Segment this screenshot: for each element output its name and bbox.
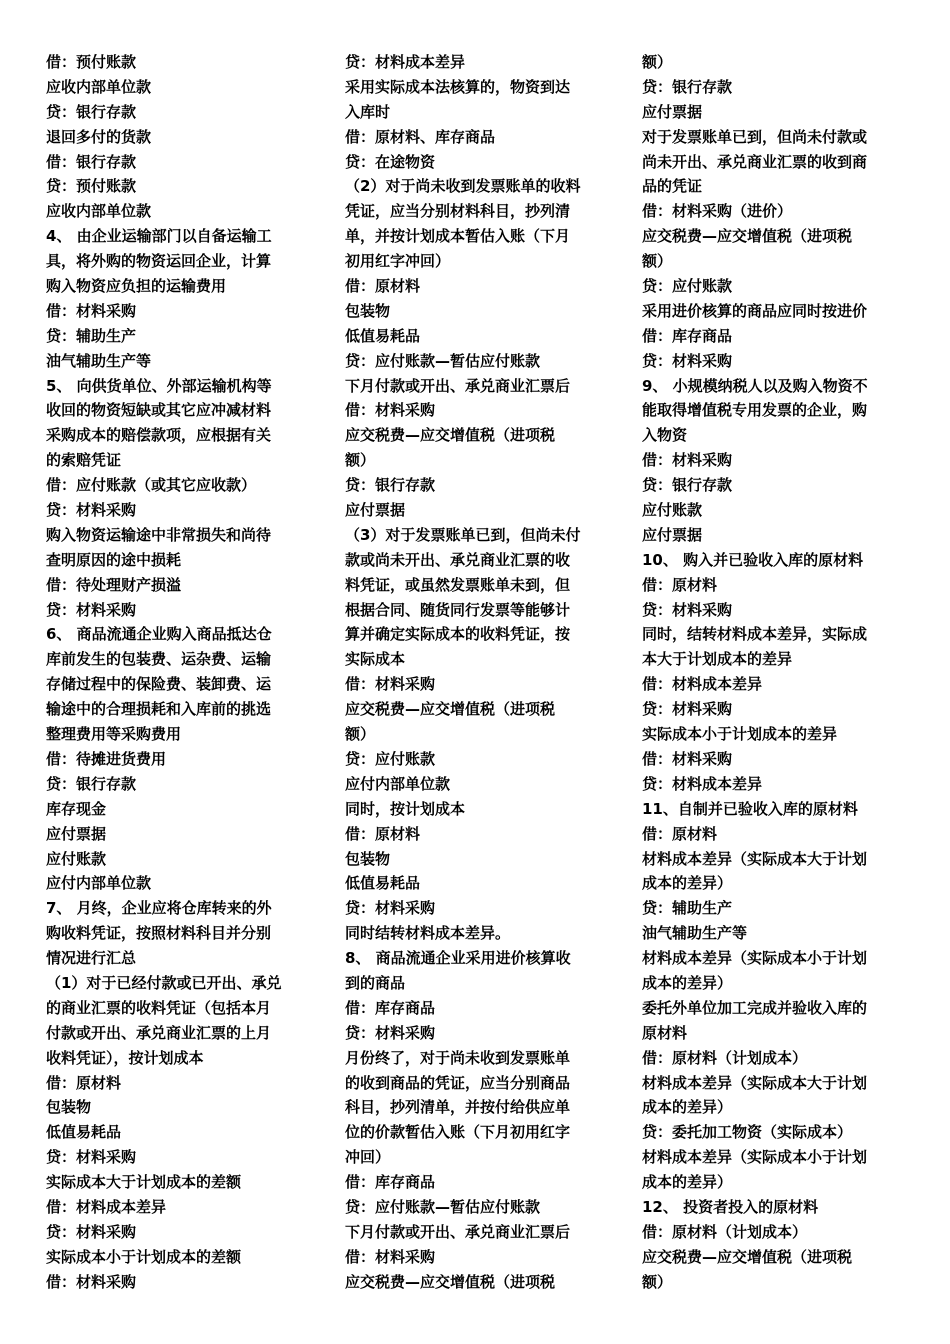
text-line: 5、 向供货单位、外部运输机构等 — [46, 376, 272, 395]
text-line: 借：材料采购 — [642, 451, 733, 470]
text-line: 贷：银行存款 — [642, 476, 733, 495]
text-line: 借：库存商品 — [345, 1173, 436, 1192]
text-line: 初用红字冲回） — [345, 252, 451, 271]
text-line: 借：材料采购 — [642, 749, 733, 768]
text-line: 贷：材料采购 — [345, 899, 436, 918]
text-column-2 — [345, 50, 617, 1295]
text-line: 应付账款 — [46, 849, 107, 868]
text-line: 入物资 — [642, 426, 688, 445]
text-line: 贷：材料采购 — [46, 501, 137, 520]
text-line: 贷：银行存款 — [642, 77, 733, 96]
text-line: 借：银行存款 — [46, 152, 137, 171]
text-line: 贷：材料采购 — [46, 600, 137, 619]
text-line: （3）对于发票账单已到，但尚未付 — [345, 525, 581, 544]
text-line: 贷：辅助生产 — [642, 899, 733, 918]
text-line: 包装物 — [46, 1098, 92, 1117]
text-line: 退回多付的货款 — [46, 127, 152, 146]
text-line: 材料成本差异（实际成本小于计划 — [642, 949, 868, 968]
text-line: 应付票据 — [46, 824, 107, 843]
text-line: 算并确定实际成本的收料凭证，按 — [345, 625, 571, 644]
text-line: 实际成本小于计划成本的差额 — [46, 1247, 242, 1266]
text-line: 借：原材料（计划成本） — [642, 1048, 808, 1067]
text-line: 应交税费—应交增值税（进项税 — [345, 1272, 556, 1291]
text-line: 额） — [345, 451, 376, 470]
text-line: 贷：在途物资 — [345, 152, 436, 171]
text-line: 借：原材料 — [642, 824, 718, 843]
text-line: 下月付款或开出、承兑商业汇票后 — [345, 376, 571, 395]
text-line: 低值易耗品 — [345, 874, 421, 893]
text-line: 的索赔凭证 — [46, 451, 122, 470]
text-line: 应交税费—应交增值税（进项税 — [345, 700, 556, 719]
text-line: 借：原材料（计划成本） — [642, 1222, 808, 1241]
text-line: 低值易耗品 — [345, 326, 421, 345]
text-line: 贷：材料采购 — [642, 700, 733, 719]
text-line: 整理费用等采购费用 — [46, 725, 182, 744]
text-line: 借：库存商品 — [642, 326, 733, 345]
text-line: 根据合同、随货同行发票等能够计 — [345, 600, 571, 619]
text-line: 对于发票账单已到，但尚未付款或 — [642, 127, 868, 146]
text-line: 借：原材料 — [345, 824, 421, 843]
text-line: 额） — [345, 725, 376, 744]
text-line: 查明原因的途中损耗 — [46, 550, 182, 569]
text-column-3 — [642, 50, 914, 1295]
text-line: 成本的差异） — [642, 1098, 733, 1117]
text-line: 借：原材料 — [345, 277, 421, 296]
text-line: 借：材料采购 — [46, 1272, 137, 1291]
text-line: 贷：辅助生产 — [46, 326, 137, 345]
text-line: 成本的差异） — [642, 874, 733, 893]
text-line: 应交税费—应交增值税（进项税 — [642, 1247, 853, 1266]
text-line: 借：预付账款 — [46, 53, 137, 71]
text-line: 贷：应付账款—暂估应付账款 — [345, 1197, 541, 1216]
text-line: 11、自制并已验收入库的原材料 — [642, 799, 858, 818]
text-line: 实际成本 — [345, 650, 406, 669]
text-line: （2）对于尚未收到发票账单的收料 — [345, 177, 581, 196]
text-line: 借：材料采购 — [46, 301, 137, 320]
text-line: 贷：材料成本差异 — [642, 774, 763, 793]
text-line: 贷：材料成本差异 — [345, 53, 466, 71]
text-line: 采用实际成本法核算的，物资到达 — [345, 77, 571, 96]
text-line: 10、 购入并已验收入库的原材料 — [642, 550, 864, 569]
text-line: 借：原材料、库存商品 — [345, 127, 496, 146]
text-line: 委托外单位加工完成并验收入库的 — [642, 998, 868, 1017]
text-line: 贷：应付账款 — [642, 277, 733, 296]
text-line: 采用进价核算的商品应同时按进价 — [642, 301, 868, 320]
text-line: 存储过程中的保险费、装卸费、运 — [46, 675, 272, 694]
text-line: 7、 月终，企业应将仓库转来的外 — [46, 899, 272, 918]
text-line: 借：原材料 — [46, 1073, 122, 1092]
text-line: 12、 投资者投入的原材料 — [642, 1197, 819, 1216]
text-line: 成本的差异） — [642, 973, 733, 992]
text-line: 借：材料采购 — [345, 401, 436, 420]
text-line: 贷：银行存款 — [46, 774, 137, 793]
text-line: 应收内部单位款 — [46, 77, 152, 96]
text-line: 采购成本的赔偿款项，应根据有关 — [46, 426, 272, 445]
text-line: 单，并按计划成本暂估入账（下月 — [345, 227, 571, 246]
text-line: 包装物 — [345, 849, 391, 868]
text-line: 成本的差异） — [642, 1173, 733, 1192]
text-line: 应付票据 — [642, 102, 703, 121]
text-line: 购入物资运输途中非常损失和尚待 — [46, 525, 272, 544]
text-line: 借：材料成本差异 — [46, 1197, 167, 1216]
text-line: 应付账款 — [642, 501, 703, 520]
text-line: 应付内部单位款 — [46, 874, 152, 893]
text-line: 贷：应付账款 — [345, 749, 436, 768]
text-line: 下月付款或开出、承兑商业汇票后 — [345, 1222, 571, 1241]
text-line: 6、 商品流通企业购入商品抵达仓 — [46, 625, 272, 644]
text-line: 贷：材料采购 — [46, 1222, 137, 1241]
text-line: 库前发生的包装费、运杂费、运输 — [46, 650, 272, 669]
text-line: 的商业汇票的收料凭证（包括本月 — [46, 998, 272, 1017]
text-line: 材料成本差异（实际成本大于计划 — [642, 1073, 868, 1092]
text-line: 同时，结转材料成本差异，实际成 — [642, 625, 868, 644]
text-line: 借：待摊进货费用 — [46, 749, 167, 768]
text-line: 实际成本小于计划成本的差异 — [642, 725, 838, 744]
text-line: 贷：银行存款 — [46, 102, 137, 121]
text-line: 本大于计划成本的差异 — [642, 650, 793, 669]
text-line: 额） — [642, 252, 673, 271]
text-line: 入库时 — [345, 102, 391, 121]
text-line: 油气辅助生产等 — [642, 924, 748, 943]
text-line: 8、 商品流通企业采用进价核算收 — [345, 949, 571, 968]
text-line: 收回的物资短缺或其它应冲减材料 — [46, 401, 272, 420]
text-line: 4、 由企业运输部门以自备运输工 — [46, 227, 272, 246]
text-line: （1）对于已经付款或已开出、承兑 — [46, 973, 282, 992]
text-line: 实际成本大于计划成本的差额 — [46, 1173, 242, 1192]
text-column-1 — [46, 50, 318, 1295]
text-line: 材料成本差异（实际成本大于计划 — [642, 849, 868, 868]
text-line: 应付内部单位款 — [345, 774, 451, 793]
text-line: 科目，抄列清单，并按付给供应单 — [345, 1098, 571, 1117]
text-line: 购入物资应负担的运输费用 — [46, 277, 227, 296]
text-line: 借：材料采购（进价） — [642, 202, 793, 221]
text-line: 贷：材料采购 — [642, 600, 733, 619]
text-line: 额） — [642, 53, 673, 71]
text-line: 借：应付账款（或其它应收款） — [46, 476, 257, 495]
text-line: 油气辅助生产等 — [46, 351, 152, 370]
text-line: 到的商品 — [345, 973, 406, 992]
text-line: 借：材料采购 — [345, 675, 436, 694]
text-line: 料凭证，或虽然发票账单未到，但 — [345, 575, 571, 594]
text-line: 库存现金 — [46, 799, 107, 818]
text-line: 的收到商品的凭证，应当分别商品 — [345, 1073, 571, 1092]
text-line: 月份终了，对于尚未收到发票账单 — [345, 1048, 571, 1067]
text-line: 借：材料成本差异 — [642, 675, 763, 694]
text-line: 借：待处理财产损溢 — [46, 575, 182, 594]
text-line: 贷：应付账款—暂估应付账款 — [345, 351, 541, 370]
text-line: 贷：材料采购 — [345, 1023, 436, 1042]
text-line: 尚未开出、承兑商业汇票的收到商 — [642, 152, 868, 171]
text-line: 情况进行汇总 — [46, 949, 137, 968]
text-line: 付款或开出、承兑商业汇票的上月 — [46, 1023, 272, 1042]
text-line: 冲回） — [345, 1148, 391, 1167]
text-line: 借：库存商品 — [345, 998, 436, 1017]
text-line: 贷：预付账款 — [46, 177, 137, 196]
text-line: 借：材料采购 — [345, 1247, 436, 1266]
text-line: 输途中的合理损耗和入库前的挑选 — [46, 700, 272, 719]
text-line: 收料凭证），按计划成本 — [46, 1048, 204, 1067]
text-line: 购收料凭证，按照材料科目并分别 — [46, 924, 272, 943]
text-line: 低值易耗品 — [46, 1123, 122, 1142]
text-line: 贷：银行存款 — [345, 476, 436, 495]
text-line: 凭证，应当分别材料科目，抄列清 — [345, 202, 571, 221]
text-line: 款或尚未开出、承兑商业汇票的收 — [345, 550, 571, 569]
text-line: 同时结转材料成本差异。 — [345, 924, 511, 943]
text-line: 贷：委托加工物资（实际成本） — [642, 1123, 853, 1142]
text-line: 贷：材料采购 — [642, 351, 733, 370]
text-line: 9、 小规模纳税人以及购入物资不 — [642, 376, 868, 395]
text-line: 材料成本差异（实际成本小于计划 — [642, 1148, 868, 1167]
text-line: 额） — [642, 1272, 673, 1291]
text-line: 贷：材料采购 — [46, 1148, 137, 1167]
text-line: 位的价款暂估入账（下月初用红字 — [345, 1123, 571, 1142]
text-line: 应付票据 — [345, 501, 406, 520]
text-line: 包装物 — [345, 301, 391, 320]
text-line: 借：原材料 — [642, 575, 718, 594]
text-line: 应付票据 — [642, 525, 703, 544]
text-line: 原材料 — [642, 1023, 688, 1042]
text-line: 同时，按计划成本 — [345, 799, 466, 818]
text-line: 应收内部单位款 — [46, 202, 152, 221]
text-line: 应交税费—应交增值税（进项税 — [345, 426, 556, 445]
text-line: 能取得增值税专用发票的企业，购 — [642, 401, 868, 420]
text-line: 品的凭证 — [642, 177, 703, 196]
text-line: 具，将外购的物资运回企业，计算 — [46, 252, 272, 271]
text-line: 应交税费—应交增值税（进项税 — [642, 227, 853, 246]
